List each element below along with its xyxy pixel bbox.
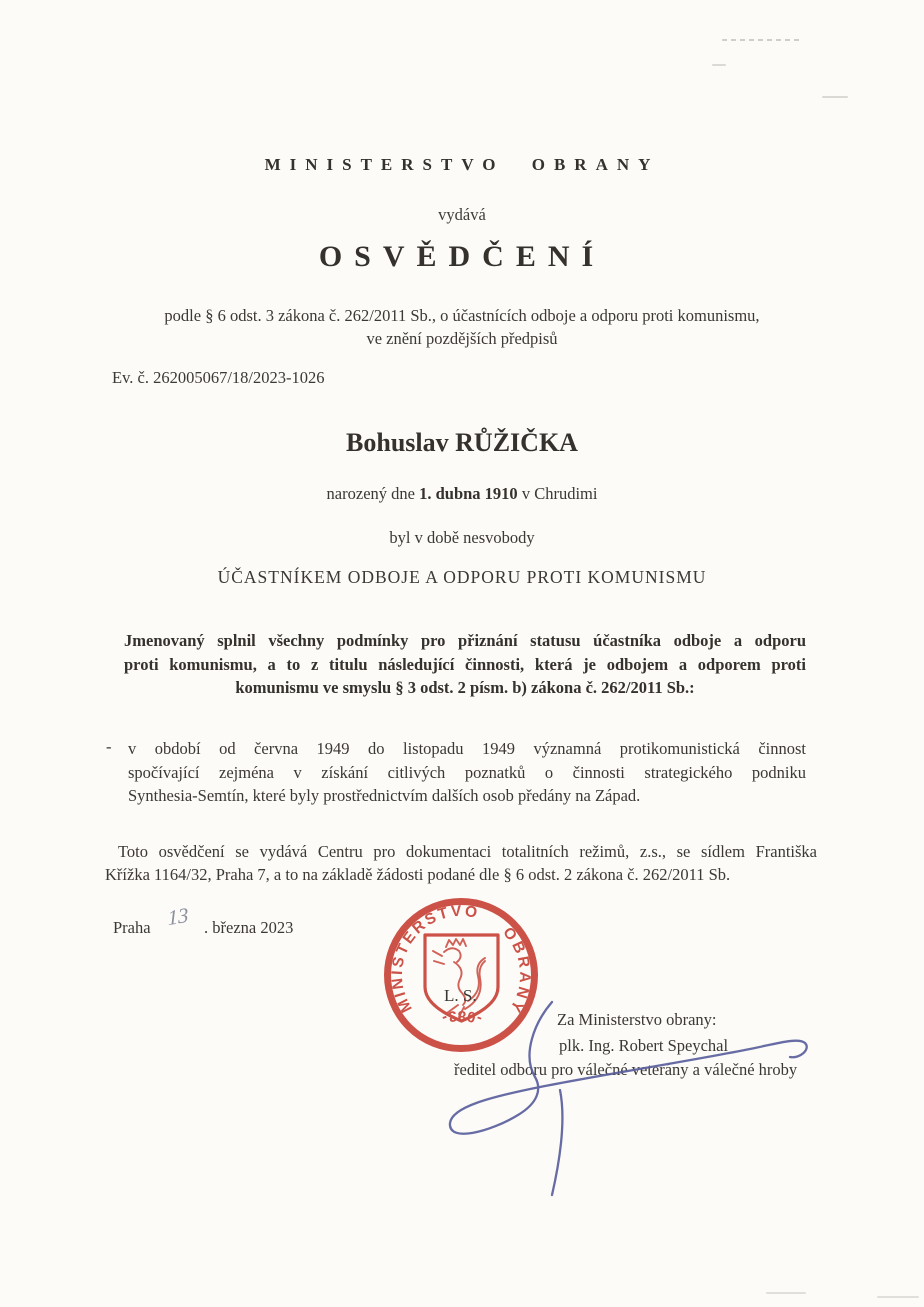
status-declaration: ÚČASTNÍKEM ODBOJE A ODPORU PROTI KOMUNISMU <box>217 567 707 587</box>
stamp-arc-left-text: MINISTERSTVO <box>388 902 481 1016</box>
document-title: OSVĚDČENÍ <box>318 240 606 273</box>
status-intro: byl v době nesvobody <box>389 528 535 547</box>
issuing-authority: MINISTERSTVO OBRANY <box>264 155 660 174</box>
scan-artifact <box>766 1292 806 1294</box>
reference-number: Ev. č. 262005067/18/2023-1026 <box>112 368 325 387</box>
birth-prefix: narozený dne <box>326 484 420 503</box>
handwritten-signature <box>430 985 830 1200</box>
scan-artifact <box>722 39 802 41</box>
birth-line <box>0 484 924 504</box>
activity-paragraph <box>128 737 806 808</box>
list-dash: - <box>106 737 112 756</box>
scan-artifact <box>712 64 726 66</box>
stamp-number: -083- <box>437 1006 485 1028</box>
signature-signer-title: ředitel odboru pro válečné veterány a válečné hroby <box>454 1060 798 1079</box>
birth-suffix: v Chrudimi <box>517 484 598 503</box>
legal-basis-line-2: ve znění pozdějších předpisů <box>366 329 558 348</box>
activity-line: spočívající zejména v získání citlivých poznatků o činnosti strategického podniku <box>128 762 806 782</box>
locus-sigilli-mark: L. S. <box>444 986 477 1005</box>
stamp-arc-right-text: OBRANY <box>499 924 534 1018</box>
issuance-line: Křížka 1164/32, Praha 7, a to na základě žádosti podané dle § 6 odst. 2 zákona č. 262/2011 Sb. <box>105 864 731 884</box>
merit-line: komunismu ve smyslu § 3 odst. 2 písm. b) zákona č. 262/2011 Sb.: <box>235 678 695 697</box>
legal-basis-line-1: podle § 6 odst. 3 zákona č. 262/2011 Sb., o účastnících odboje a odporu proti komunismu, <box>164 306 760 325</box>
merit-paragraph <box>124 629 806 700</box>
handwritten-day: 13 <box>167 902 190 931</box>
person-name: Bohuslav RŮŽIČKA <box>346 428 578 457</box>
signature-on-behalf: Za Ministerstvo obrany: <box>557 1010 717 1029</box>
activity-line: Synthesia-Semtín, které byly prostřednictvím dalších osob předány na Západ. <box>128 786 641 805</box>
signature-signer-name: plk. Ing. Robert Speychal <box>559 1036 729 1055</box>
issuance-paragraph <box>105 841 817 886</box>
scan-artifact <box>877 1296 919 1298</box>
issuance-line: Toto osvědčení se vydává Centru pro dokumentaci totalitních režimů, z.s., se sídlem Františka <box>118 842 817 861</box>
activity-line: v období od června 1949 do listopadu 1949 významná protikomunistická činnost <box>128 739 806 758</box>
scan-artifact <box>822 96 848 98</box>
issues-label: vydává <box>438 205 486 224</box>
merit-line: Jmenovaný splnil všechny podmínky pro přiznání statusu účastníka odboje a odporu <box>124 631 806 650</box>
dateline-date: . března 2023 <box>204 918 294 937</box>
birth-date: 1. dubna 1910 <box>419 484 518 503</box>
merit-line: proti komunismu, a to z titulu následující činnosti, která je odbojem a odporem proti <box>124 654 806 674</box>
dateline-place: Praha <box>113 918 151 937</box>
